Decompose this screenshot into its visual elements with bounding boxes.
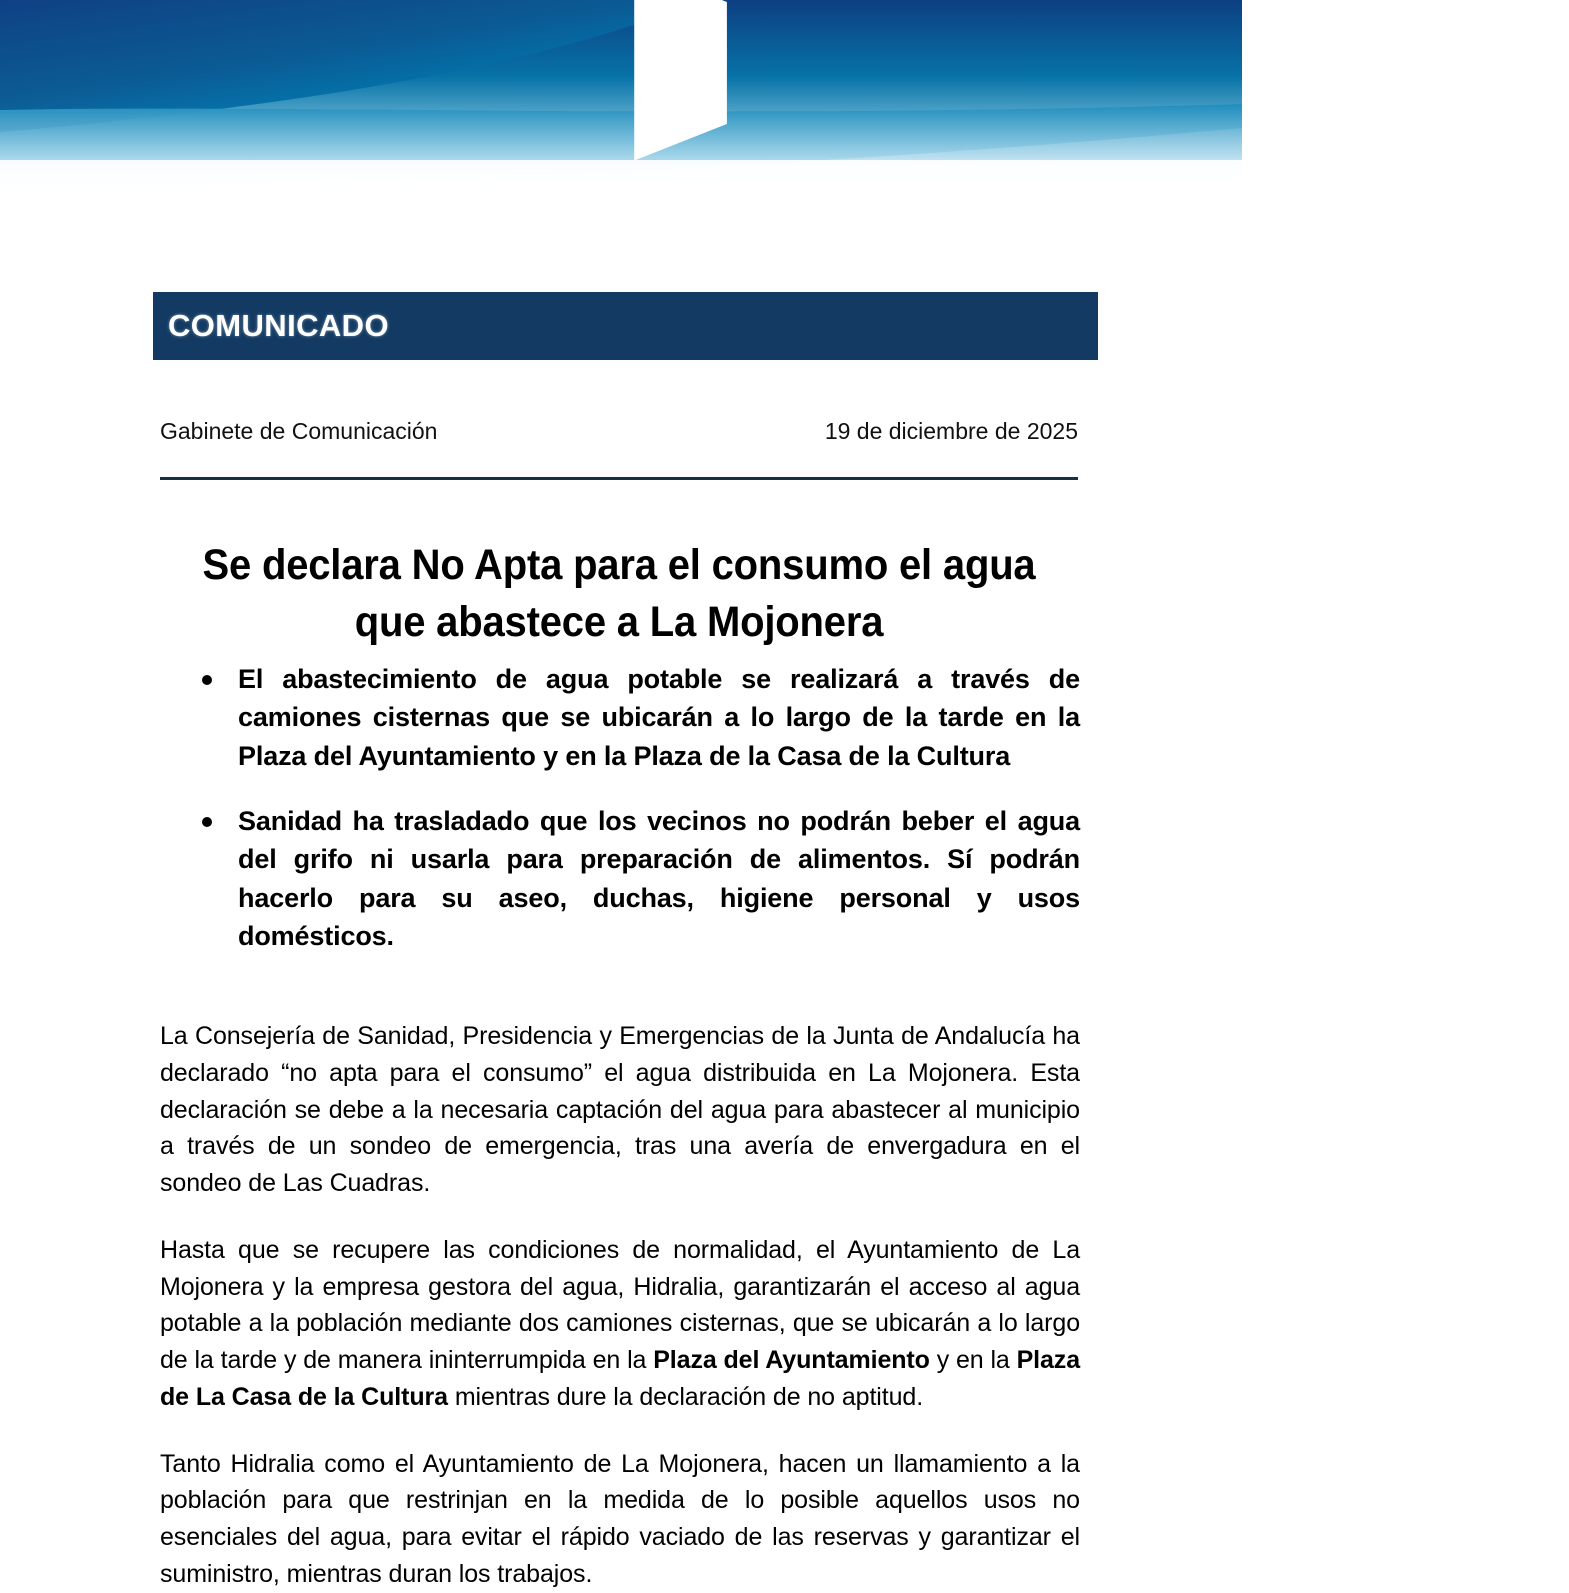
- meta-date: 19 de diciembre de 2025: [824, 418, 1078, 444]
- place-plaza-casa-cultura: Plaza de La Casa de la Cultura: [160, 1346, 1081, 1411]
- brand-wordmark: HiDRALiA: [1330, 33, 1569, 93]
- paragraph-2: [160, 1232, 1080, 1416]
- article-body: [160, 1018, 1080, 1593]
- meta-source: Gabinete de Comunicación: [160, 418, 438, 444]
- comunicado-label: COMUNICADO: [168, 308, 389, 343]
- page-title: Se declara No Apta para el consumo el agua que abastece a La Mojonera: [202, 540, 1036, 646]
- list-item-text: Sanidad ha trasladado que los vecinos no podrán beber el agua del grifo ni usarla para preparación de alimentos. Sí podrán hacerlo para su aseo, duchas, higiene personal y usos domésticos.: [238, 805, 1080, 951]
- paragraph-2-part-c: mientras dure la declaración de no aptitud.: [447, 1382, 924, 1411]
- paragraph-2-part-a: Hasta que se recupere las condiciones de normalidad, el Ayuntamiento de La Mojonera y la empresa gestora del agua, Hidralia, garantizarán el acceso al agua potable a la población mediante dos camiones cisternas, que se ubicarán a lo largo de la tarde y de manera ininterrumpida en la: [160, 1235, 1080, 1374]
- meta-divider: [160, 477, 1078, 480]
- key-points-list: [196, 660, 1080, 955]
- paragraph-3: Tanto Hidralia como el Ayuntamiento de La Mojonera, hacen un llamamiento a la población para que restrinjan en la medida de lo posible aquellos usos no esenciales del agua, para evitar el rápido vaciado de las reservas y garantizar el suministro, mientras duran los trabajos.: [160, 1449, 1080, 1588]
- document-meta-row: [160, 418, 1078, 445]
- brand-logo: [62, 22, 1569, 104]
- list-item: [196, 802, 1080, 955]
- paragraph-2-part-b: y en la: [929, 1346, 1017, 1374]
- list-item: [196, 660, 1080, 775]
- brand-header-banner: [0, 0, 1569, 200]
- place-plaza-ayuntamiento: Plaza del Ayuntamiento: [653, 1346, 930, 1374]
- comunicado-banner: [153, 292, 1098, 360]
- bullet-dot-icon: [202, 675, 212, 685]
- paragraph-1: La Consejería de Sanidad, Presidencia y Emergencias de la Junta de Andalucía ha declarado “no apta para el consumo” el agua distribuida en La Mojonera. Esta declaración se debe a la necesaria captación del agua para abastecer al municipio a través de un sondeo de emergencia, tras una avería de envergadura en el sondeo de Las Cuadras.: [160, 1022, 1080, 1197]
- list-item-text: El abastecimiento de agua potable se realizará a través de camiones cisternas que se ubicarán a lo largo de la tarde en la Plaza del Ayuntamiento y en la Plaza de la Casa de la Cultura: [238, 664, 1080, 771]
- hidralia-arrow-mark-icon: [62, 0, 1304, 163]
- bullet-dot-icon: [202, 817, 212, 827]
